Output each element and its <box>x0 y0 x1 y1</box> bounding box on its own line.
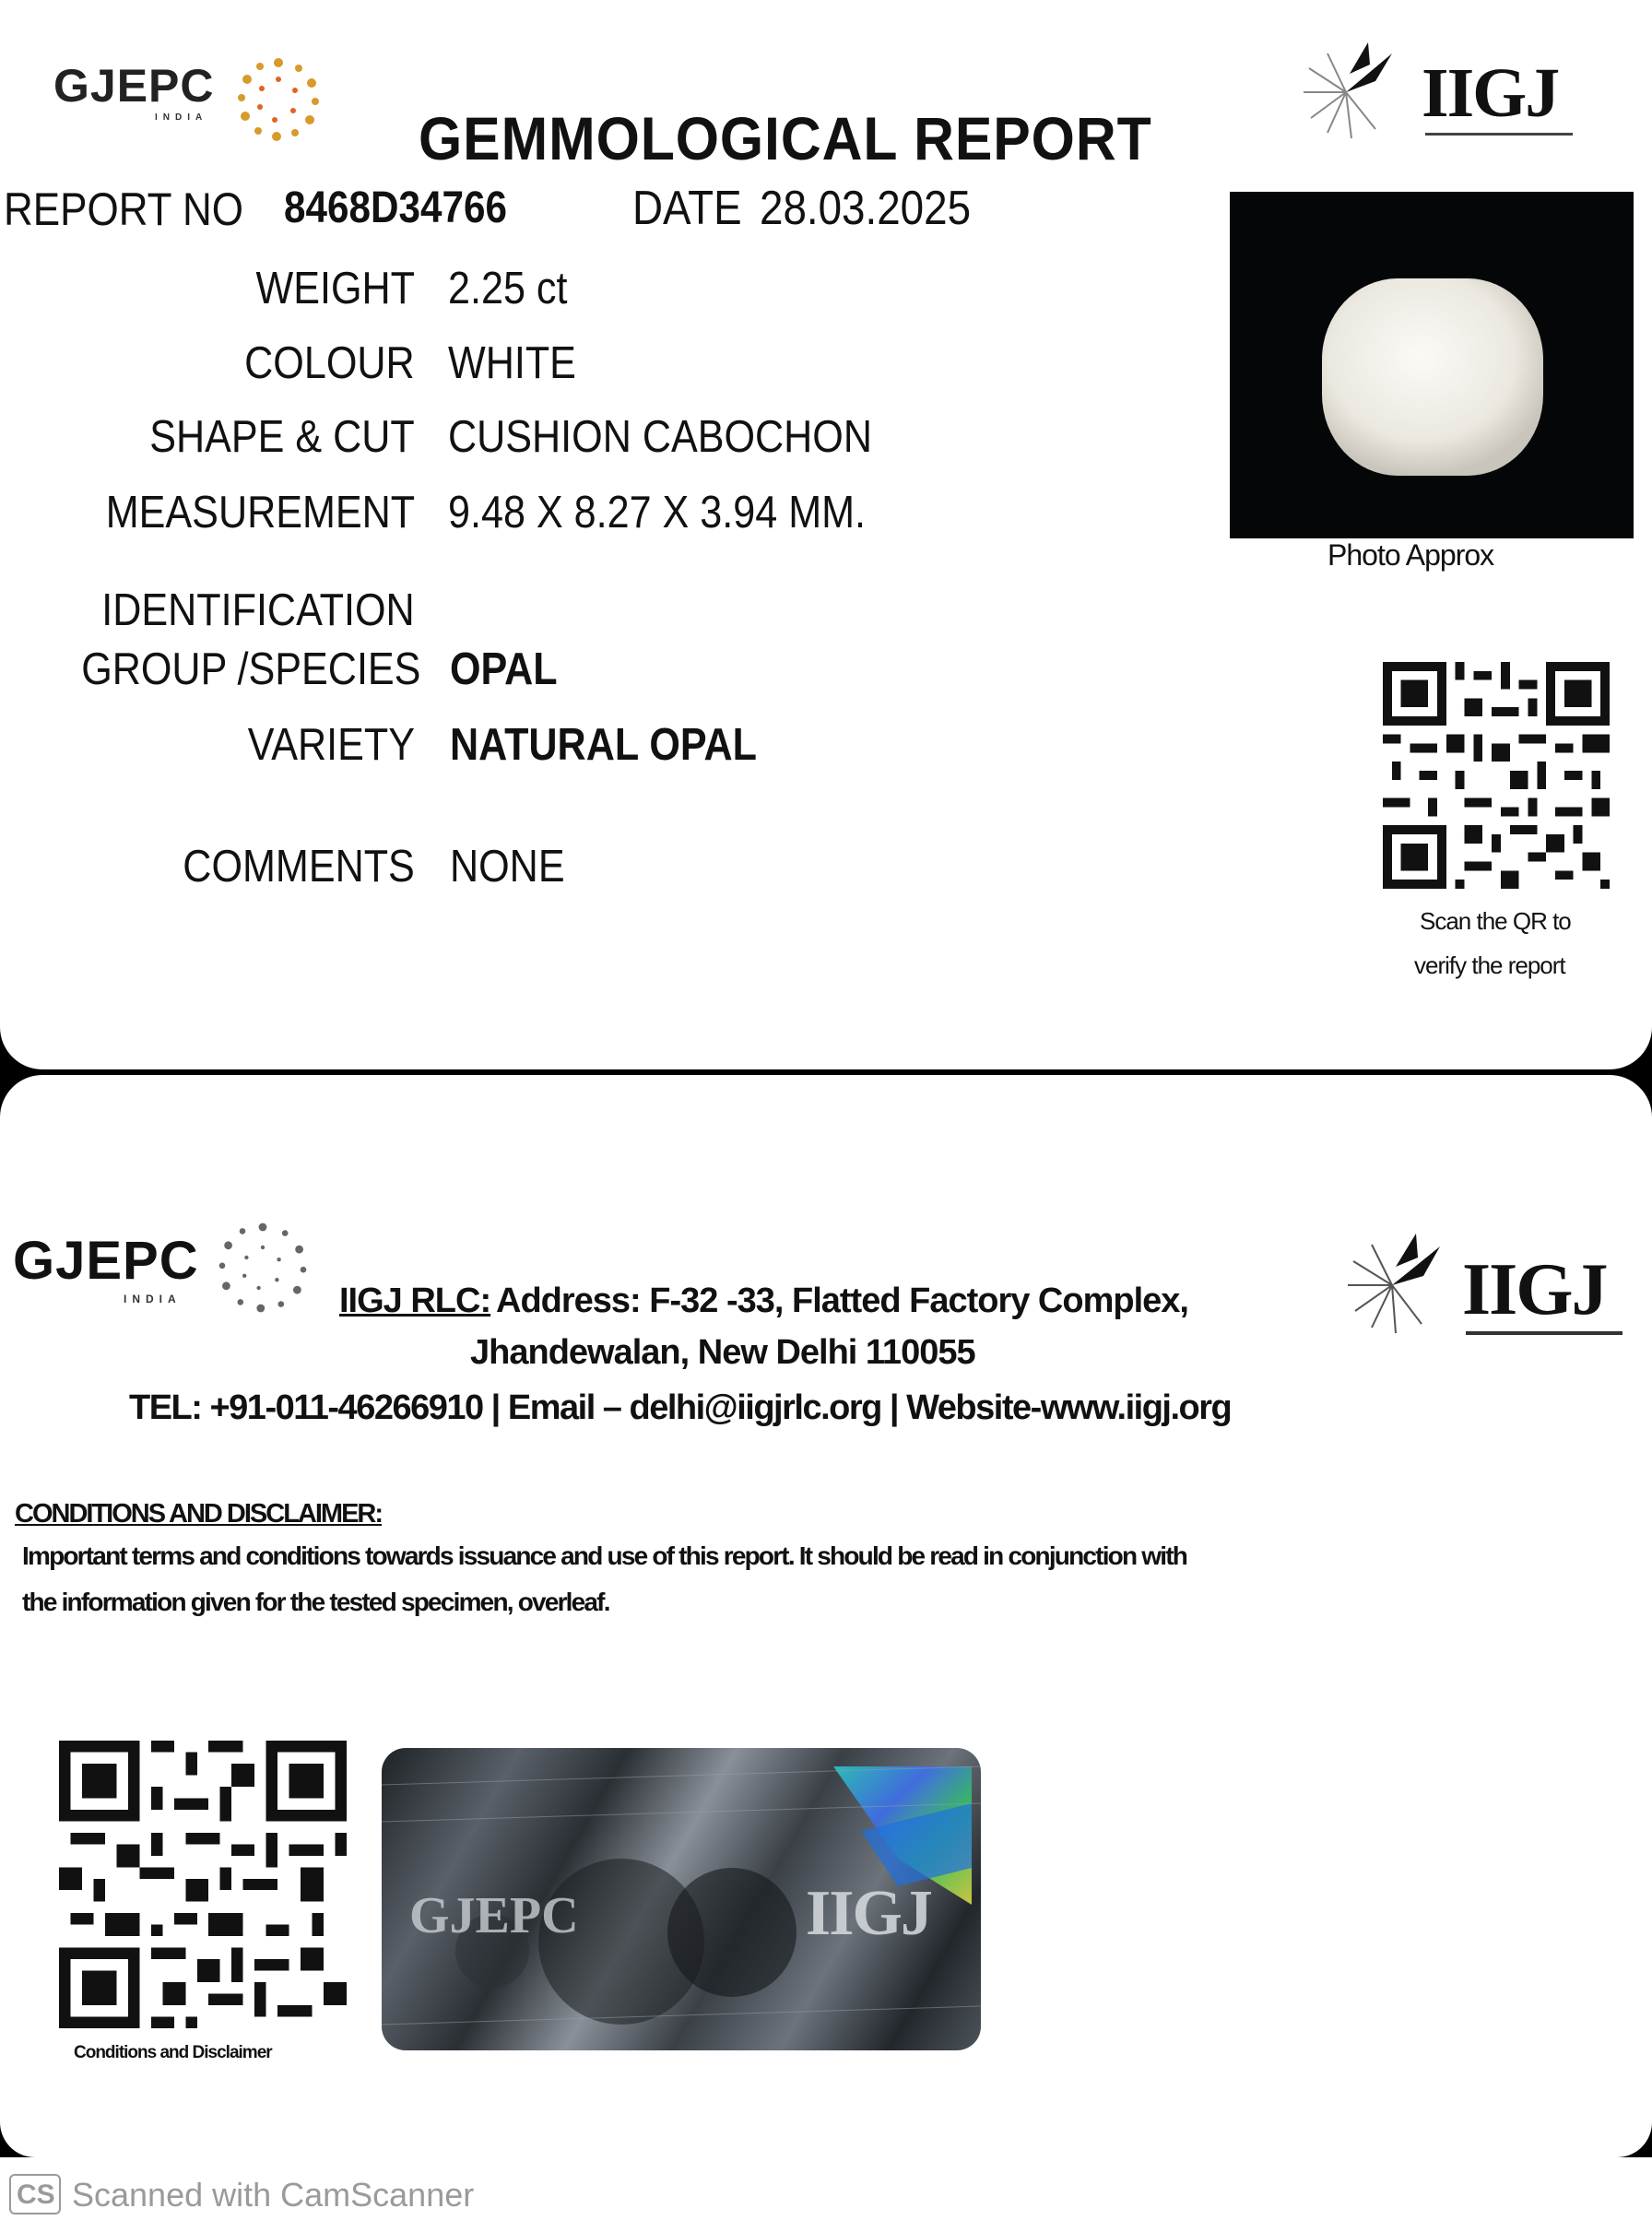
iigj-starburst-icon <box>1291 37 1410 148</box>
colour-label: COLOUR <box>244 338 415 388</box>
group-species-value: OPAL <box>450 644 558 694</box>
gjepc-starburst-icon <box>232 53 324 146</box>
gjepc-logo-subtext: INDIA <box>155 112 208 123</box>
opal-stone-image <box>1230 192 1634 538</box>
iigj-logo-back-text: IIGJ <box>1462 1249 1607 1330</box>
group-species-label: GROUP /SPECIES <box>80 644 420 694</box>
iigj-underline <box>1425 133 1573 136</box>
camscanner-badge-text: CS <box>17 2179 55 2210</box>
iigj-back-underline <box>1466 1331 1622 1335</box>
measurement-label: MEASUREMENT <box>105 488 415 537</box>
conditions-heading: CONDITIONS AND DISCLAIMER: <box>15 1499 383 1529</box>
report-no-value: 8468D34766 <box>284 183 507 232</box>
gemstone-photo <box>1230 192 1634 538</box>
iigj-logo <box>1291 28 1604 148</box>
report-no-label: REPORT NO <box>4 183 243 235</box>
conditions-qr-code[interactable] <box>59 1741 347 2028</box>
verification-qr-code[interactable] <box>1383 660 1610 891</box>
scanner-watermark-strip <box>0 2157 1652 2232</box>
security-hologram <box>382 1748 981 2050</box>
iigj-logo-back <box>1337 1222 1632 1352</box>
conditions-qr-caption: Conditions and Disclaimer <box>74 2043 272 2062</box>
gjepc-logo-back <box>13 1230 317 1340</box>
conditions-line-2: the information given for the tested specimen, overleaf. <box>22 1588 609 1616</box>
iigj-back-starburst-icon <box>1337 1230 1457 1340</box>
colour-value: WHITE <box>448 338 576 388</box>
weight-label: WEIGHT <box>255 264 415 313</box>
variety-value: NATURAL OPAL <box>450 720 757 770</box>
comments-value: NONE <box>450 842 565 892</box>
comments-label: COMMENTS <box>183 842 415 892</box>
report-front-card <box>0 0 1652 1069</box>
hologram-gjepc-text: GJEPC <box>409 1887 579 1944</box>
report-title: GEMMOLOGICAL REPORT <box>419 104 1152 172</box>
gjepc-logo-text: GJEPC <box>53 60 215 112</box>
gjepc-logo <box>53 53 330 146</box>
address-line-2: Jhandewalan, New Delhi 110055 <box>470 1333 975 1372</box>
address-label: IIGJ RLC: <box>339 1281 491 1320</box>
variety-label: VARIETY <box>247 720 415 770</box>
date-value: 28.03.2025 <box>760 182 972 235</box>
iigj-logo-text: IIGJ <box>1422 54 1559 132</box>
photo-caption: Photo Approx <box>1328 538 1494 572</box>
weight-value: 2.25 ct <box>448 264 568 313</box>
hologram-iigj-text: IIGJ <box>806 1878 931 1949</box>
qr-caption-line-2: verify the report <box>1414 951 1565 979</box>
shape-cut-label: SHAPE & CUT <box>149 412 415 462</box>
date-label: DATE <box>632 182 742 235</box>
gjepc-logo-back-text: GJEPC <box>13 1231 199 1291</box>
shape-cut-value: CUSHION CABOCHON <box>448 412 872 462</box>
camscanner-text: Scanned with CamScanner <box>72 2176 475 2214</box>
contact-line: TEL: +91-011-46266910 | Email – delhi@iigjrlc.org | Website-www.iigj.org <box>129 1388 1232 1427</box>
measurement-value: 9.48 X 8.27 X 3.94 MM. <box>448 488 867 537</box>
report-back-card <box>0 1075 1652 2157</box>
address-line-1: Address: F-32 -33, Flatted Factory Complex, <box>496 1281 1188 1320</box>
qr-caption-line-1: Scan the QR to <box>1420 907 1571 935</box>
camscanner-badge-icon <box>9 2174 61 2214</box>
gjepc-back-starburst-icon <box>212 1217 313 1318</box>
identification-label: IDENTIFICATION <box>101 585 415 635</box>
gjepc-logo-back-subtext: INDIA <box>124 1293 182 1305</box>
conditions-line-1: Important terms and conditions towards issuance and use of this report. It should be read in conjunction with <box>22 1541 1187 1570</box>
